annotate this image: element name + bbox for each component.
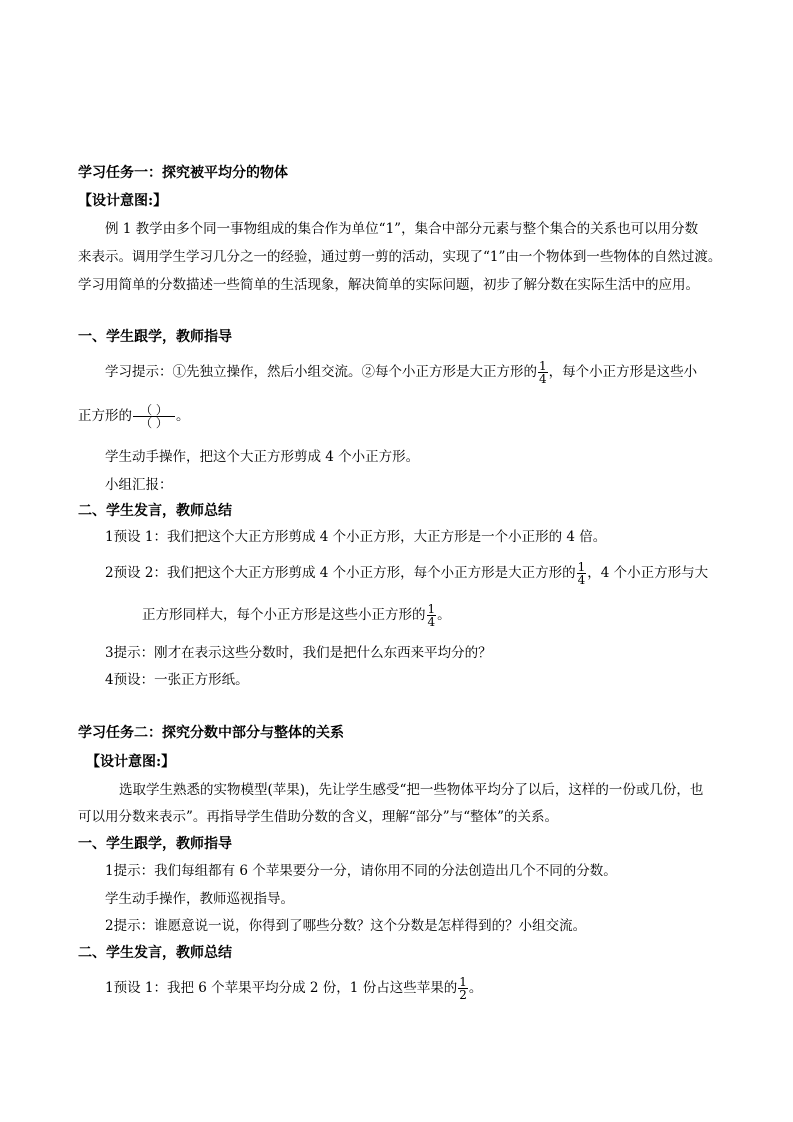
- task1-intent-label: 【设计意图:】: [78, 193, 168, 209]
- task2-intent-line2: 可以用分数来表示”。再指导学生借助分数的含义，理解“部分”与“整体”的关系。: [78, 809, 559, 825]
- task1-intent-line1: 例 1 教学由多个同一事物组成的集合作为单位“1”，集合中部分元素与整个集合的关系也可以用分数: [105, 221, 699, 237]
- task1-section1-title: 一、学生跟学，教师指导: [78, 329, 232, 345]
- fraction-one-quarter: $\frac{1}{4}$: [427, 602, 436, 629]
- task1-title: 学习任务一：探究被平均分的物体: [78, 165, 288, 181]
- task1-section2-title: 二、学生发言，教师总结: [78, 503, 232, 519]
- task2-intent-label: 【设计意图:】: [86, 754, 176, 770]
- task1-hint-line1: [105, 360, 697, 385]
- task1-hint-text-c: 正方形的: [78, 408, 132, 424]
- task2-operation: 学生动手操作，教师巡视指导。: [105, 891, 294, 907]
- fraction-one-half: $\frac{1}{2}$: [459, 975, 467, 1002]
- task1-operation: 学生动手操作，把这个大正方形剪成 4 个小正方形。: [105, 449, 420, 465]
- task1-preset2-text-b: ，4 个小正方形与大: [587, 565, 709, 581]
- task1-hint-line2: [78, 404, 190, 429]
- task2-section2-title: 二、学生发言，教师总结: [78, 945, 232, 961]
- task2-hint1: 1提示：我们每组都有 6 个苹果要分一分，请你用不同的分法创造出几个不同的分数。: [105, 863, 617, 879]
- task1-group-report: 小组汇报：: [105, 477, 173, 493]
- task1-hint-text-a: 学习提示：①先独立操作，然后小组交流。②每个小正方形是大正方形的: [105, 364, 537, 380]
- fraction-one-quarter: $\frac{1}{4}$: [539, 359, 547, 386]
- task2-section1-title: 一、学生跟学，教师指导: [78, 836, 232, 852]
- task1-preset2-text-a: 2预设 2：我们把这个大正方形剪成 4 个小正方形，每个小正方形是大正方形的: [105, 565, 576, 581]
- task1-hint-text-d: 。: [176, 408, 190, 424]
- task1-preset2-text-d: 。: [437, 607, 451, 623]
- task2-preset1-text-a: 1预设 1：我把 6 个苹果平均分成 2 份，1 份占这些苹果的: [105, 980, 458, 996]
- task1-preset2-line1: [105, 561, 708, 586]
- task1-hint3: 3提示：刚才在表示这些分数时，我们是把什么东西来平均分的？: [105, 645, 492, 661]
- task1-preset4: 4预设：一张正方形纸。: [105, 672, 249, 688]
- task2-title: 学习任务二：探究分数中部分与整体的关系: [78, 725, 344, 741]
- task2-preset1: [105, 976, 482, 1001]
- task1-preset1: 1预设 1：我们把这个大正方形剪成 4 个小正方形，大正方形是一个小正形的 4 倍。: [105, 529, 607, 545]
- blank-fraction: $\frac{( )}{( )}$: [133, 404, 175, 429]
- task1-intent-line3: 学习用简单的分数描述一些简单的生活现象，解决简单的实际问题，初步了解分数在实际生活中的应用。: [78, 277, 699, 293]
- task1-intent-line2: 来表示。调用学生学习几分之一的经验，通过剪一剪的活动，实现了“1”由一个物体到一些物体的自然过渡。: [78, 249, 722, 265]
- task2-intent-line1: 选取学生熟悉的实物模型(苹果)，先让学生感受“把一些物体平均分了以后，这样的一份或几份，也: [119, 782, 704, 798]
- task2-preset1-text-b: 。: [468, 980, 483, 996]
- task1-hint-text-b: ，每个小正方形是这些小: [548, 364, 698, 380]
- task1-preset2-text-c: 正方形同样大，每个小正方形是这些小正方形的: [142, 607, 426, 623]
- task1-preset2-line2: [142, 603, 451, 628]
- fraction-one-quarter: $\frac{1}{4}$: [577, 560, 586, 587]
- task2-hint2: 2提示：谁愿意说一说，你得到了哪些分数？这个分数是怎样得到的？小组交流。: [105, 918, 587, 934]
